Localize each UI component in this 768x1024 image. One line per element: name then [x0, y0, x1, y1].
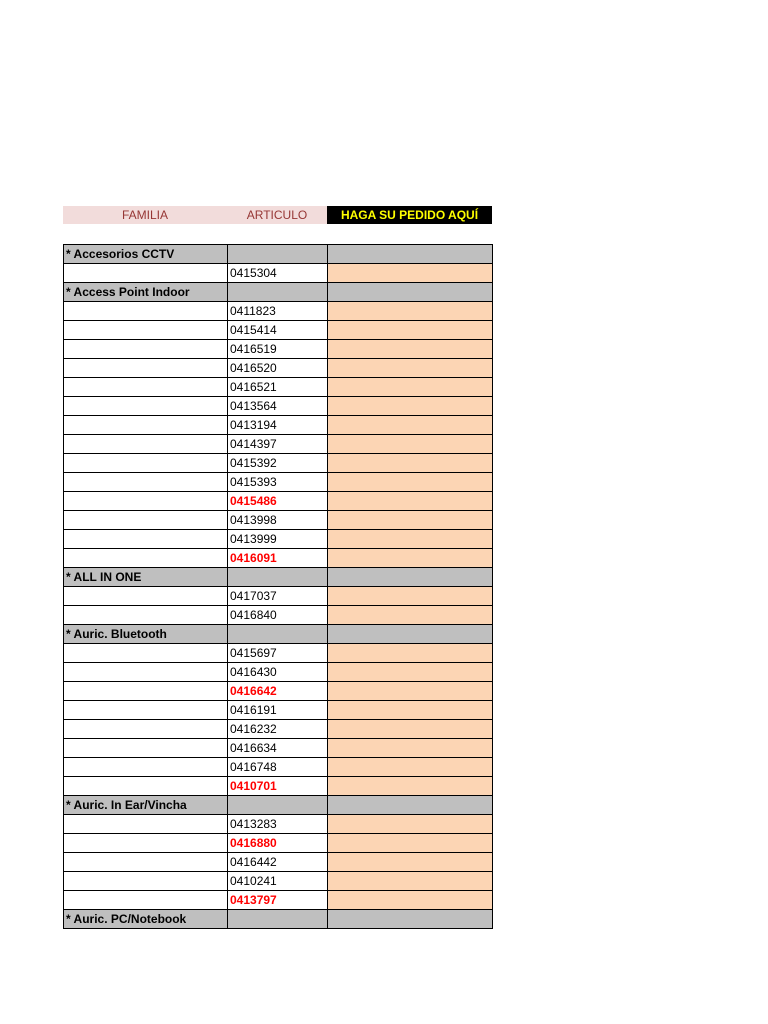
pedido-input-cell[interactable] — [328, 720, 493, 739]
header-familia: FAMILIA — [63, 206, 227, 224]
header-articulo: ARTICULO — [227, 206, 327, 224]
table-row — [64, 853, 493, 872]
pedido-input-cell[interactable] — [328, 397, 493, 416]
familia-cell[interactable] — [64, 758, 228, 777]
pedido-input-cell[interactable] — [328, 530, 493, 549]
table-row — [64, 549, 493, 568]
table-row — [64, 872, 493, 891]
table-row — [64, 416, 493, 435]
pedido-input-cell[interactable] — [328, 815, 493, 834]
table-row — [64, 663, 493, 682]
articulo-cell[interactable]: 0416748 — [228, 758, 328, 777]
table-row — [64, 815, 493, 834]
pedido-input-cell[interactable] — [328, 644, 493, 663]
familia-cell[interactable] — [64, 511, 228, 530]
pedido-input-cell[interactable] — [328, 853, 493, 872]
articulo-cell[interactable]: 0416091 — [228, 549, 328, 568]
table-row — [64, 606, 493, 625]
familia-cell[interactable] — [64, 264, 228, 283]
pedido-input-cell[interactable] — [328, 416, 493, 435]
articulo-cell[interactable]: 0417037 — [228, 587, 328, 606]
pedido-input-cell[interactable] — [328, 264, 493, 283]
familia-cell[interactable] — [64, 359, 228, 378]
articulo-cell[interactable] — [228, 283, 328, 302]
header-pedido[interactable]: HAGA SU PEDIDO AQUÍ — [327, 206, 492, 224]
pedido-input-cell[interactable] — [328, 777, 493, 796]
family-group-row — [64, 283, 493, 302]
familia-cell[interactable] — [64, 492, 228, 511]
familia-cell[interactable] — [64, 739, 228, 758]
pedido-input-cell[interactable] — [328, 606, 493, 625]
familia-cell[interactable] — [64, 606, 228, 625]
articulo-cell[interactable]: 0415697 — [228, 644, 328, 663]
pedido-input-cell[interactable] — [328, 701, 493, 720]
pedido-input-cell[interactable] — [328, 834, 493, 853]
familia-cell[interactable] — [64, 397, 228, 416]
familia-cell[interactable] — [64, 815, 228, 834]
familia-cell[interactable] — [64, 549, 228, 568]
pedido-input-cell[interactable] — [328, 454, 493, 473]
familia-cell[interactable] — [64, 777, 228, 796]
articulo-cell[interactable]: 0415414 — [228, 321, 328, 340]
table-row — [64, 321, 493, 340]
articulo-cell[interactable]: 0416232 — [228, 720, 328, 739]
pedido-input-cell[interactable] — [328, 758, 493, 777]
table-row — [64, 530, 493, 549]
familia-cell[interactable]: * Auric. PC/Notebook — [64, 910, 228, 929]
table-row — [64, 701, 493, 720]
articulo-cell[interactable] — [228, 796, 328, 815]
familia-cell[interactable] — [64, 378, 228, 397]
familia-cell[interactable] — [64, 853, 228, 872]
articulo-cell[interactable] — [228, 568, 328, 587]
articulo-cell[interactable]: 0410701 — [228, 777, 328, 796]
table-row — [64, 302, 493, 321]
table-row — [64, 682, 493, 701]
pedido-cell[interactable] — [328, 283, 493, 302]
articulo-cell[interactable]: 0415486 — [228, 492, 328, 511]
table-row — [64, 264, 493, 283]
table-row — [64, 340, 493, 359]
pedido-cell[interactable] — [328, 625, 493, 644]
articulo-cell[interactable]: 0416521 — [228, 378, 328, 397]
table-row — [64, 492, 493, 511]
pedido-input-cell[interactable] — [328, 587, 493, 606]
articulo-cell[interactable]: 0413194 — [228, 416, 328, 435]
familia-cell[interactable] — [64, 587, 228, 606]
articulo-cell[interactable]: 0413999 — [228, 530, 328, 549]
articulo-cell[interactable]: 0413564 — [228, 397, 328, 416]
articulo-cell[interactable]: 0415392 — [228, 454, 328, 473]
table-row — [64, 378, 493, 397]
table-row — [64, 758, 493, 777]
pedido-input-cell[interactable] — [328, 682, 493, 701]
familia-cell[interactable] — [64, 663, 228, 682]
familia-cell[interactable] — [64, 321, 228, 340]
pedido-cell[interactable] — [328, 568, 493, 587]
familia-cell[interactable]: * Auric. Bluetooth — [64, 625, 228, 644]
family-group-row — [64, 910, 493, 929]
articulo-cell[interactable] — [228, 625, 328, 644]
articulo-cell[interactable]: 0416191 — [228, 701, 328, 720]
articulo-cell[interactable] — [228, 245, 328, 264]
pedido-input-cell[interactable] — [328, 359, 493, 378]
table-row — [64, 587, 493, 606]
articulo-cell[interactable]: 0415393 — [228, 473, 328, 492]
pedido-cell[interactable] — [328, 796, 493, 815]
family-group-row — [64, 568, 493, 587]
pedido-input-cell[interactable] — [328, 473, 493, 492]
table-row — [64, 454, 493, 473]
table-row — [64, 473, 493, 492]
articulo-cell[interactable]: 0415304 — [228, 264, 328, 283]
familia-cell[interactable]: * ALL IN ONE — [64, 568, 228, 587]
table-row — [64, 739, 493, 758]
familia-cell[interactable]: * Access Point Indoor — [64, 283, 228, 302]
familia-cell[interactable] — [64, 473, 228, 492]
pedido-input-cell[interactable] — [328, 435, 493, 454]
familia-cell[interactable] — [64, 530, 228, 549]
familia-cell[interactable] — [64, 834, 228, 853]
pedido-cell[interactable] — [328, 245, 493, 264]
familia-cell[interactable] — [64, 302, 228, 321]
pedido-input-cell[interactable] — [328, 340, 493, 359]
pedido-input-cell[interactable] — [328, 321, 493, 340]
pedido-input-cell[interactable] — [328, 663, 493, 682]
articulo-cell[interactable]: 0413998 — [228, 511, 328, 530]
pedido-input-cell[interactable] — [328, 739, 493, 758]
articulo-cell[interactable]: 0416520 — [228, 359, 328, 378]
articulo-cell[interactable]: 0413283 — [228, 815, 328, 834]
articulo-cell[interactable]: 0410241 — [228, 872, 328, 891]
familia-cell[interactable] — [64, 891, 228, 910]
articulo-cell[interactable]: 0416634 — [228, 739, 328, 758]
articulo-cell[interactable]: 0411823 — [228, 302, 328, 321]
table-row — [64, 644, 493, 663]
table-row — [64, 834, 493, 853]
pedido-input-cell[interactable] — [328, 302, 493, 321]
family-group-row — [64, 245, 493, 264]
articulo-cell[interactable]: 0416840 — [228, 606, 328, 625]
familia-cell[interactable]: * Auric. In Ear/Vincha — [64, 796, 228, 815]
familia-cell[interactable] — [64, 644, 228, 663]
articulo-cell[interactable]: 0416430 — [228, 663, 328, 682]
familia-cell[interactable] — [64, 416, 228, 435]
articulo-cell[interactable]: 0416442 — [228, 853, 328, 872]
familia-cell[interactable] — [64, 701, 228, 720]
table-row — [64, 720, 493, 739]
pedido-input-cell[interactable] — [328, 872, 493, 891]
order-table — [63, 244, 493, 929]
pedido-input-cell[interactable] — [328, 511, 493, 530]
table-row — [64, 435, 493, 454]
family-group-row — [64, 625, 493, 644]
articulo-cell[interactable]: 0413797 — [228, 891, 328, 910]
familia-cell[interactable] — [64, 682, 228, 701]
familia-cell[interactable] — [64, 720, 228, 739]
familia-cell[interactable]: * Accesorios CCTV — [64, 245, 228, 264]
table-row — [64, 777, 493, 796]
table-row — [64, 891, 493, 910]
pedido-input-cell[interactable] — [328, 891, 493, 910]
articulo-cell[interactable]: 0416642 — [228, 682, 328, 701]
family-group-row — [64, 796, 493, 815]
articulo-cell[interactable]: 0414397 — [228, 435, 328, 454]
familia-cell[interactable] — [64, 872, 228, 891]
articulo-cell[interactable] — [228, 910, 328, 929]
table-row — [64, 397, 493, 416]
pedido-cell[interactable] — [328, 910, 493, 929]
table-row — [64, 359, 493, 378]
familia-cell[interactable] — [64, 340, 228, 359]
pedido-input-cell[interactable] — [328, 549, 493, 568]
articulo-cell[interactable]: 0416519 — [228, 340, 328, 359]
articulo-cell[interactable]: 0416880 — [228, 834, 328, 853]
pedido-input-cell[interactable] — [328, 492, 493, 511]
table-row — [64, 511, 493, 530]
order-table-body — [64, 245, 493, 929]
familia-cell[interactable] — [64, 435, 228, 454]
familia-cell[interactable] — [64, 454, 228, 473]
pedido-input-cell[interactable] — [328, 378, 493, 397]
